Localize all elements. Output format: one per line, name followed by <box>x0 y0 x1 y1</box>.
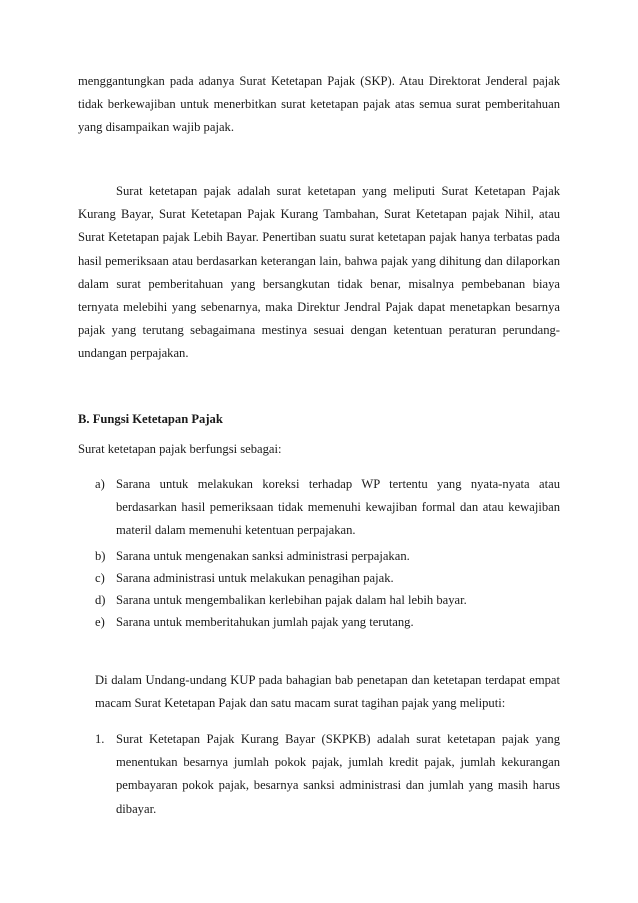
list-item-text: Sarana untuk mengenakan sanksi administrasi perpajakan. <box>116 549 410 563</box>
types-list <box>78 728 560 821</box>
list-item-text: Sarana untuk memberitahukan jumlah pajak yang terutang. <box>116 615 414 629</box>
functions-list <box>78 473 560 633</box>
list-marker: b) <box>95 549 106 563</box>
paragraph-intro: menggantungkan pada adanya Surat Ketetapan Pajak (SKP). Atau Direktorat Jenderal pajak tidak berkewajiban untuk menerbitkan surat ketetapan pajak atas semua surat pemberitahuan yang disampaikan wajib pajak. <box>78 74 560 135</box>
paragraph-kup: Di dalam Undang-undang KUP pada bahagian bab penetapan dan ketetapan terdapat empat macam Surat Ketetapan Pajak dan satu macam surat tagihan pajak yang meliputi: <box>95 673 560 711</box>
list-marker: d) <box>95 593 106 607</box>
section-heading: B. Fungsi Ketetapan Pajak <box>78 412 223 426</box>
list-item-text: Sarana untuk melakukan koreksi terhadap WP tertentu yang nyata-nyata atau berdasarkan hasil pemeriksaan tidak memenuhi kewajiban formal dan atau kewajiban materil dalam memenuhi ketentuan perpajakan. <box>116 477 560 537</box>
list-marker: c) <box>95 571 105 585</box>
list-item <box>78 567 560 589</box>
section-lead: Surat ketetapan pajak berfungsi sebagai: <box>78 442 282 456</box>
list-item <box>78 589 560 611</box>
list-item-text: Sarana administrasi untuk melakukan penagihan pajak. <box>116 571 394 585</box>
list-item <box>78 473 560 542</box>
paragraph-definition: Surat ketetapan pajak adalah surat ketetapan yang meliputi Surat Ketetapan Pajak Kurang Bayar, Surat Ketetapan Pajak Kurang Tambahan, Surat Ketetapan pajak Nihil, atau Surat Ketetapan pajak Lebih Bayar. Penertiban suatu surat ketetapan pajak hanya terbatas pada hasil pemeriksaan atau berdasarkan keterangan lain, bahwa pajak yang dihitung dan dilaporkan dalam surat pemberitahuan yang bersangkutan tidak benar, misalnya pembebanan biaya ternyata melebihi yang sebenarnya, maka Direktur Jendral Pajak dapat menetapkan besarnya pajak yang terutang sebagaimana mestinya sesuai dengan ketentuan peraturan perundang-undangan perpajakan. <box>78 184 560 361</box>
list-marker: 1. <box>95 732 105 746</box>
list-marker: a) <box>95 477 105 491</box>
list-item <box>78 611 560 633</box>
list-item-text: Sarana untuk mengembalikan kerlebihan pajak dalam hal lebih bayar. <box>116 593 467 607</box>
list-item <box>78 728 560 821</box>
list-item-text: Surat Ketetapan Pajak Kurang Bayar (SKPKB) adalah surat ketetapan pajak yang menentukan besarnya jumlah pokok pajak, jumlah kredit pajak, jumlah kekurangan pembayaran pokok pajak, besarnya sanksi administrasi dan jumlah yang masih harus dibayar. <box>116 732 560 816</box>
list-marker: e) <box>95 615 105 629</box>
list-item <box>78 545 560 567</box>
